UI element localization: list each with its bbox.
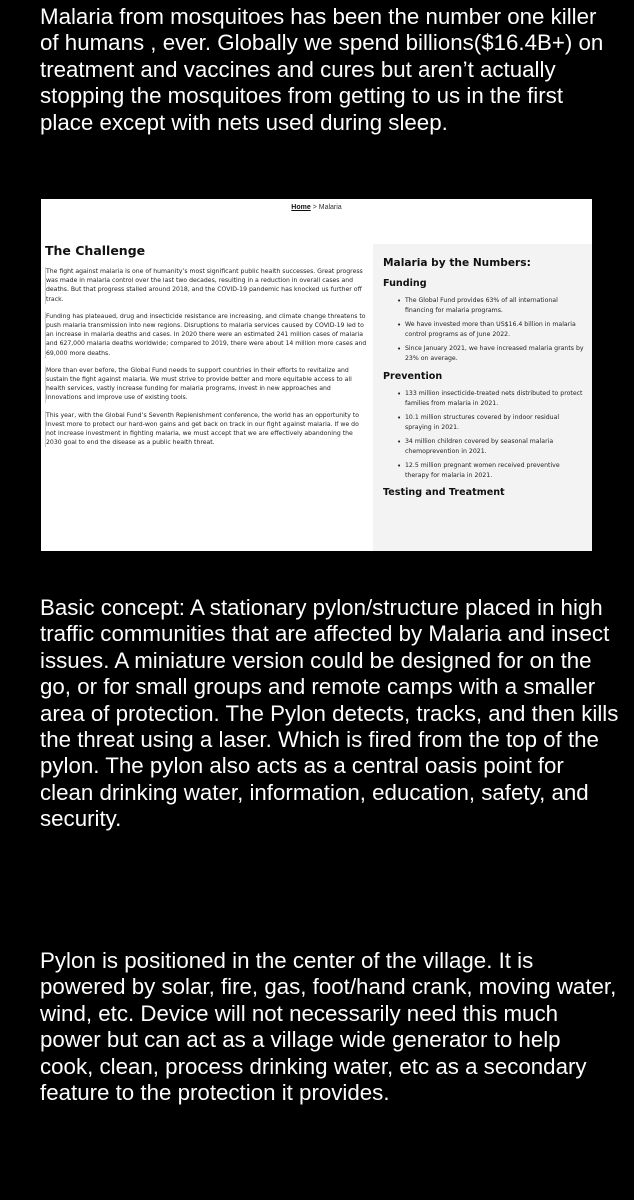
list-item: • 34 million children covered by seasonal malaria chemoprevention in 2021. xyxy=(405,437,584,457)
challenge-section xyxy=(45,243,367,455)
numbers-sidebar xyxy=(373,244,592,551)
testing-treatment-title: Testing and Treatment xyxy=(383,487,505,499)
prevention-title: Prevention xyxy=(383,370,443,382)
challenge-paragraph-3: More than ever before, the Global Fund needs to support countries in their efforts to revitalize and sustain the fight against malaria. We must strive to provide better and more equitable access to all health services, vastly increase funding for malaria programs, invest in new approaches and innovations and improve use of existing tools. xyxy=(45,366,367,403)
breadcrumb-home-link[interactable]: Home xyxy=(291,204,311,211)
list-item: • 133 million insecticide-treated nets distributed to protect families from malaria in 2021. xyxy=(405,389,584,409)
pylon-paragraph: Pylon is positioned in the center of the village. It is powered by solar, fire, gas, foot/hand crank, moving water, wind, etc. Device will not necessarily need this much power but can act as a village wide generator to help cook, clean, process drinking water, etc as a secondary feature to the protection it provides. xyxy=(40,948,617,1106)
funding-title: Funding xyxy=(383,278,427,289)
list-item: • We have invested more than US$16.4 billion in malaria control programs as of June 2022. xyxy=(405,320,584,340)
challenge-paragraph-4: This year, with the Global Fund’s Seventh Replenishment conference, the world has an opportunity to invest more to protect our hard-won gains and get back on track in our fight against malaria. If we do not increase investment in fighting malaria, we must accept that we are effectively abandoning the 2030 goal to end the disease as a public health threat. xyxy=(45,411,367,448)
breadcrumb xyxy=(41,204,592,211)
challenge-paragraph-2: Funding has plateaued, drug and insecticide resistance are increasing, and climate change threatens to push malaria transmission into new regions. Disruptions to malaria services caused by COVID-19 led to an increase in malaria deaths and cases. In 2020 there were an estimated 241 million cases of malaria and 627,000 malaria deaths worldwide; compared to 2019, there were about 14 million more cases and 69,000 more deaths. xyxy=(46,312,367,357)
challenge-title: The Challenge xyxy=(45,243,146,258)
breadcrumb-separator: > xyxy=(310,204,319,211)
prevention-list xyxy=(383,389,584,482)
embedded-webpage-screenshot xyxy=(41,199,592,551)
numbers-title: Malaria by the Numbers: xyxy=(383,257,531,269)
funding-list xyxy=(383,296,584,365)
breadcrumb-current: Malaria xyxy=(318,204,342,211)
list-item: • Since January 2021, we have increased malaria grants by 23% on average. xyxy=(405,344,584,364)
challenge-paragraph-1: The fight against malaria is one of humanity’s most significant public health successes. Great progress was made in malaria control over the last two decades, resulting in a reduction in overall cases and deaths. But that progress stalled around 2018, and the COVID-19 pandemic has knocked us further off track. xyxy=(45,267,367,304)
list-item: • 12.5 million pregnant women received preventive therapy for malaria in 2021. xyxy=(405,461,584,481)
intro-paragraph: Malaria from mosquitoes has been the number one killer of humans , ever. Globally we spend billions($16.4B+) on treatment and vaccines and cures but aren’t actually stopping the mosquitoes from getting to us in the first place except with nets used during sleep. xyxy=(40,4,604,135)
concept-paragraph: Basic concept: A stationary pylon/structure placed in high traffic communities that are affected by Malaria and insect issues. A miniature version could be designed for on the go, or for small groups and remote camps with a smaller area of protection. The Pylon detects, tracks, and then kills the threat using a laser. Which is fired from the top of the pylon. The pylon also acts as a central oasis point for clean drinking water, information, education, safety, and security. xyxy=(40,595,619,832)
list-item: • 10.1 million structures covered by indoor residual spraying in 2021. xyxy=(405,413,584,433)
list-item: • The Global Fund provides 63% of all international financing for malaria programs. xyxy=(405,296,584,316)
